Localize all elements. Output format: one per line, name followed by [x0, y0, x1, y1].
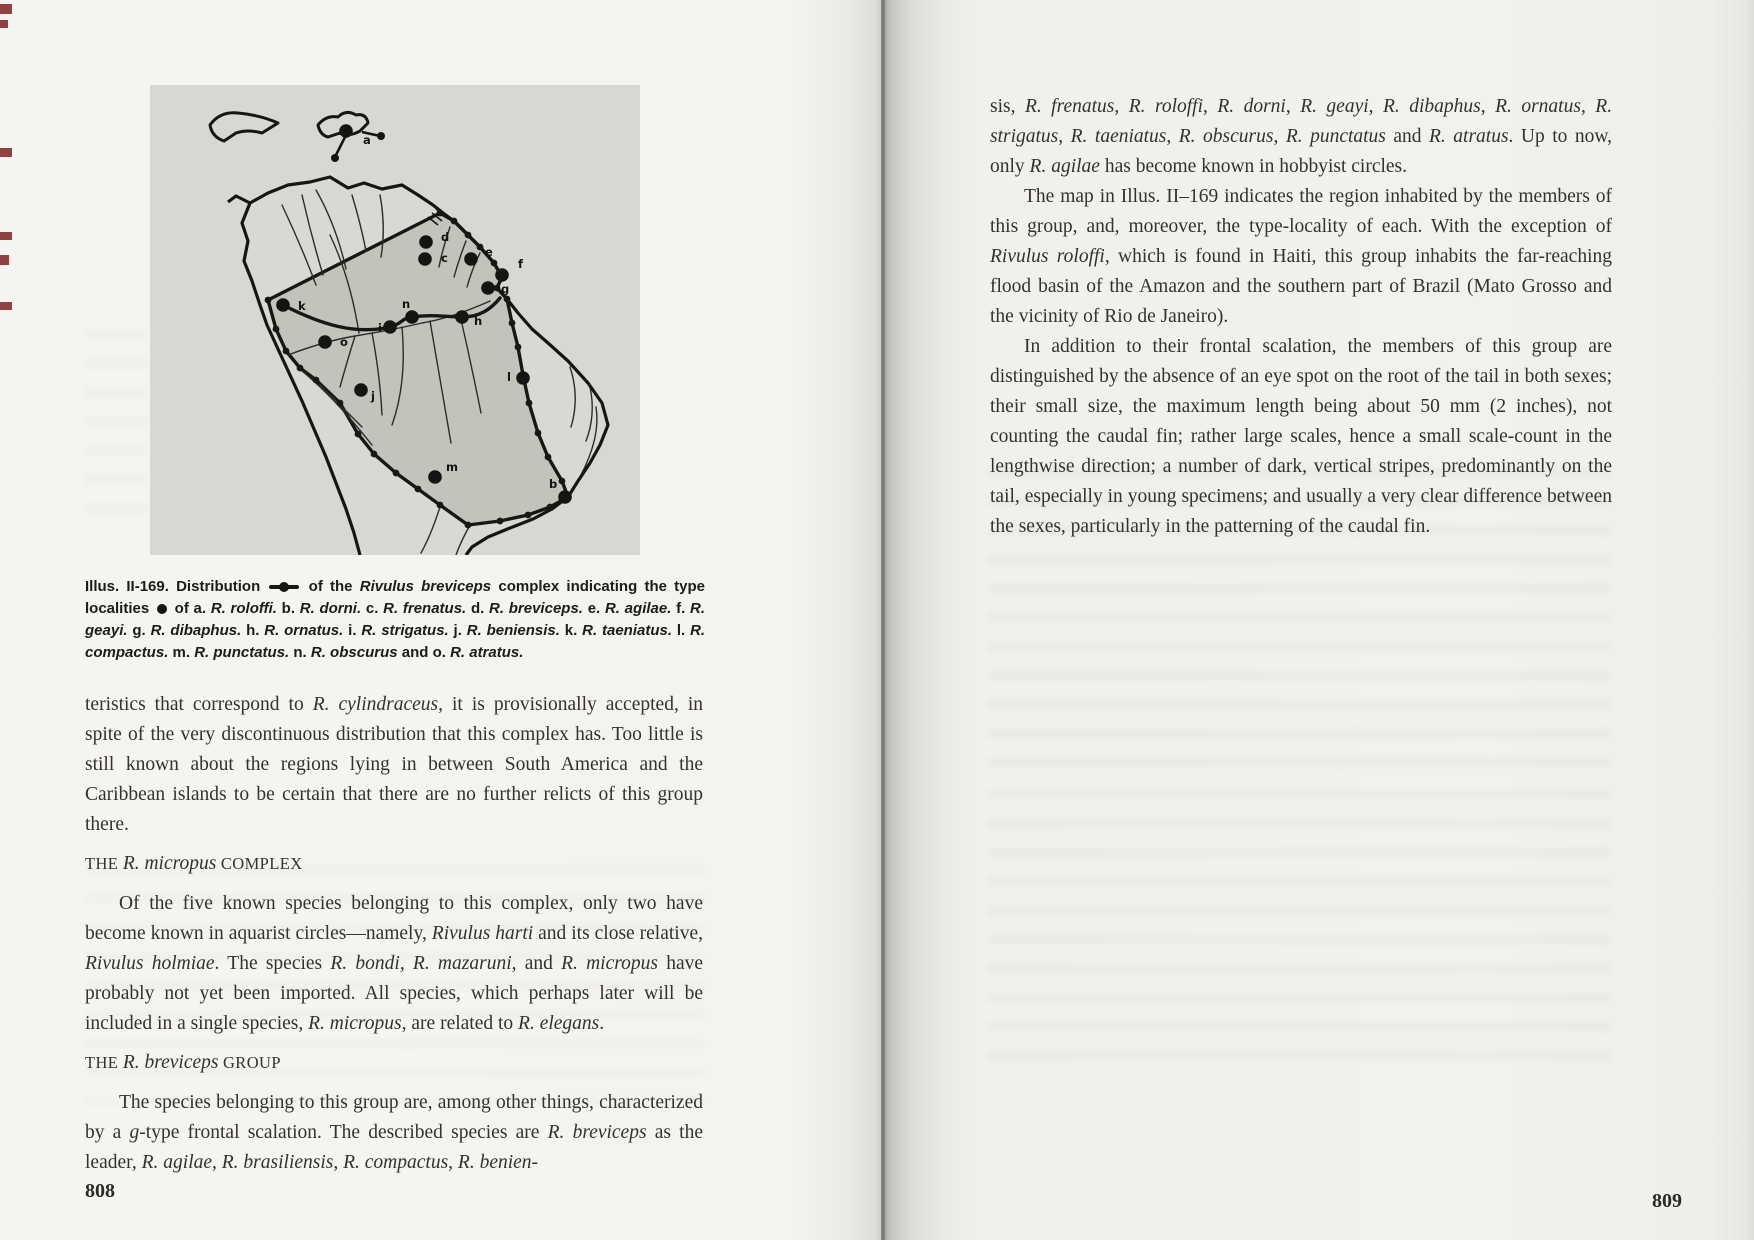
text-segment: R. obscurus	[310, 644, 398, 661]
show-through-text	[85, 865, 703, 1105]
type-locality-label-j: j	[371, 389, 375, 403]
text-segment: .	[599, 1013, 605, 1034]
boundary-dot	[437, 210, 444, 217]
text-segment: and o.	[397, 644, 451, 661]
text-segment: m.	[168, 644, 195, 661]
text-segment: In addition to their frontal scalation, the members of this group are distinguished by the absence of an eye spot on the root of the tail in both sexes; their small size, the maximum length being about 50 mm (2 inches), not counting the caudal fin; rather large scales, hence a small scale-count in the lengthwise direction; a number of dark, vertical stripes, predominantly on the tail, especially in young specimens; and usually a very clear difference between the sexes, particularly in the patterning of the caudal fin.	[990, 336, 1612, 537]
boundary-dot	[355, 431, 362, 438]
show-through-text	[988, 790, 1610, 1075]
text-segment: as the leader,	[85, 1122, 703, 1173]
text-segment: and its close relative,	[533, 923, 703, 944]
text-segment: Of the five known species belonging to this complex, only two have become known in aquarist circles—namely,	[85, 893, 703, 944]
type-locality-label-i: i	[378, 321, 382, 335]
boundary-dot	[504, 296, 511, 303]
boundary-dot	[273, 326, 280, 333]
type-locality-label-m: m	[446, 460, 458, 474]
text-segment: R. elegans	[518, 1013, 600, 1034]
text-segment: Rivulus roloffi	[990, 246, 1105, 267]
text-segment: Rivulus holmiae	[85, 953, 215, 974]
type-locality-label-k: k	[298, 299, 306, 313]
text-segment: e.	[582, 600, 605, 617]
boundary-dot	[547, 504, 554, 511]
text-segment: R. geayi.	[85, 600, 706, 639]
boundary-dot	[371, 451, 378, 458]
text-segment: R. agilae	[1029, 156, 1100, 177]
text-segment: THE	[85, 1053, 123, 1072]
boundary-dot	[437, 502, 444, 509]
text-segment: has become known in hobbyist circles.	[1099, 156, 1408, 177]
type-locality-label-d: d	[441, 230, 450, 244]
text-segment: i.	[343, 622, 362, 639]
text-segment: ,	[1058, 126, 1071, 147]
boundary-dot	[509, 320, 516, 327]
page-number-right: 809	[1652, 1190, 1682, 1212]
text-segment: j.	[448, 622, 467, 639]
boundary-dot	[465, 232, 472, 239]
type-locality-label-b: b	[549, 477, 558, 491]
cover-edge-mark	[0, 148, 12, 157]
cover-edge-mark	[0, 20, 8, 28]
text-segment: Rivulus harti	[431, 923, 534, 944]
text-segment: l.	[672, 622, 691, 639]
type-locality-label-o: o	[340, 335, 348, 349]
text-segment: ,	[448, 1152, 458, 1173]
text-segment: R. breviceps	[122, 1052, 219, 1073]
text-segment: , which is found in Haiti, this group inhabits the far-reaching flood basin of the Amazon and the southern part of Brazil (Mato Grosso and the vicinity of Rio de Janeiro).	[990, 246, 1612, 327]
distribution-line-icon	[269, 585, 299, 589]
text-segment: R. taeniatus	[1070, 126, 1167, 147]
text-segment: R. strigatus.	[361, 622, 449, 639]
text-segment: R. strigatus	[990, 96, 1613, 147]
text-segment: R. agilae	[141, 1152, 213, 1173]
boundary-dot	[283, 348, 290, 355]
boundary-dot	[393, 470, 400, 477]
text-segment: R. frenatus.	[383, 600, 467, 617]
text-segment: Illus. II-169. Distribution	[85, 578, 268, 595]
type-locality-label-n: n	[402, 297, 411, 311]
text-segment: ,	[1480, 96, 1496, 117]
cover-edge-mark	[0, 4, 12, 14]
text-segment: R. punctatus	[1285, 126, 1386, 147]
type-locality-dot-d	[419, 235, 433, 249]
text-segment: k.	[559, 622, 583, 639]
text-segment: R. beniensis.	[466, 622, 560, 639]
text-segment: c.	[361, 600, 384, 617]
text-segment: R. compactus	[343, 1152, 449, 1173]
type-locality-dot-h	[455, 310, 469, 324]
text-segment: R. taeniatus.	[582, 622, 673, 639]
text-segment: complex indicating the type localities	[85, 578, 705, 617]
figure-map-box	[150, 85, 640, 555]
text-segment: R. cylindraceus	[312, 694, 439, 715]
type-locality-label-e: e	[485, 245, 493, 259]
text-segment: R. roloffi	[1128, 96, 1203, 117]
text-segment: R. obscurus	[1178, 126, 1274, 147]
type-locality-label-h: h	[474, 314, 483, 328]
text-segment: Rivulus breviceps	[359, 578, 492, 595]
text-segment: d.	[466, 600, 490, 617]
type-locality-dot-l	[516, 371, 530, 385]
text-segment: ,	[212, 1152, 222, 1173]
text-segment: R. bondi	[330, 953, 400, 974]
text-segment: R. agilae.	[604, 600, 672, 617]
text-segment: R. atratus.	[450, 644, 524, 661]
text-segment: n.	[289, 644, 311, 661]
text-segment: ,	[333, 1152, 344, 1173]
text-segment: THE	[85, 854, 123, 873]
text-segment: R. punctatus.	[194, 644, 290, 661]
text-segment: R. dorni	[1217, 96, 1286, 117]
text-segment: R. dibaphus	[1383, 96, 1481, 117]
text-segment: of a.	[169, 600, 211, 617]
type-locality-dot-j	[354, 383, 368, 397]
distribution-map-illustration	[150, 85, 640, 555]
type-locality-label-a: a	[363, 133, 371, 147]
type-locality-dot-g	[481, 281, 495, 295]
text-segment: The species belonging to this group are, among other things, characterized by a	[85, 1092, 703, 1143]
text-segment: . Up to now, only	[990, 126, 1613, 177]
boundary-dot	[526, 400, 533, 407]
type-locality-dot-i	[383, 320, 397, 334]
text-segment: ,	[1273, 126, 1286, 147]
text-segment: R. benien-	[457, 1152, 539, 1173]
text-segment: g	[129, 1122, 140, 1143]
boundary-dot	[313, 377, 320, 384]
boundary-dot	[515, 344, 522, 351]
text-segment: ,	[1285, 96, 1301, 117]
text-segment: R. geayi	[1300, 96, 1369, 117]
show-through-text	[988, 468, 1610, 768]
paragraph	[990, 182, 1612, 332]
type-locality-dot-k	[276, 298, 290, 312]
text-segment: sis,	[990, 96, 1025, 117]
text-segment: R. ornatus.	[264, 622, 344, 639]
text-segment: ,	[1368, 96, 1383, 117]
paragraph	[990, 92, 1612, 182]
type-locality-dot-m	[428, 470, 442, 484]
book-spine	[881, 0, 886, 1240]
text-segment: COMPLEX	[216, 854, 303, 873]
page-number-left: 808	[85, 1180, 115, 1202]
text-segment: . The species	[214, 953, 331, 974]
type-locality-label-f: f	[518, 257, 524, 271]
text-segment: and	[1385, 126, 1430, 147]
text-segment: R. mazaruni	[412, 953, 512, 974]
text-segment: h.	[241, 622, 265, 639]
text-segment: R. dorni.	[299, 600, 362, 617]
text-segment: teristics that correspond to	[85, 694, 313, 715]
text-segment: b.	[276, 600, 300, 617]
text-segment: -type frontal scalation. The described species are	[139, 1122, 548, 1143]
type-locality-label-l: l	[507, 370, 511, 384]
text-segment: R. roloffi.	[210, 600, 277, 617]
show-through-text	[85, 330, 147, 530]
text-segment: g.	[127, 622, 151, 639]
text-segment: R. micropus	[308, 1013, 402, 1034]
text-segment: , and	[511, 953, 562, 974]
text-segment: of the	[301, 578, 360, 595]
cuba-outline	[210, 113, 278, 141]
cover-edge-mark	[0, 302, 12, 310]
text-segment: R. frenatus	[1024, 96, 1115, 117]
type-locality-dot-b	[558, 490, 572, 504]
text-segment: have probably not yet been imported. All species, which perhaps later will be included in a single species,	[85, 953, 704, 1034]
type-locality-label-g: g	[501, 282, 510, 296]
locality-dot-icon	[157, 604, 167, 614]
text-segment: R. micropus	[122, 853, 217, 874]
boundary-dot	[491, 260, 498, 267]
jamaica-dot	[331, 154, 339, 162]
text-segment: ,	[1166, 126, 1179, 147]
text-segment: ,	[1114, 96, 1129, 117]
type-locality-dot-o	[318, 335, 332, 349]
type-locality-dot-c	[418, 252, 432, 266]
boundary-dot	[525, 512, 532, 519]
text-segment: , it is provisionally accepted, in spite of the very discontinuous distribution that this complex has. Too little is still known about the regions lying in between South America and the Caribbean islands to be certain that there are no further relicts of this group there.	[85, 694, 703, 835]
text-segment: The map in Illus. II–169 indicates the region inhabited by the members of this group, and, moreover, the type-locality of each. With the exception of	[990, 186, 1612, 237]
text-segment: ,	[399, 953, 413, 974]
right-page	[884, 0, 1754, 1240]
boundary-dot	[477, 244, 484, 251]
text-segment: R. breviceps	[547, 1122, 647, 1143]
text-segment: , are related to	[401, 1013, 519, 1034]
text-segment: R. breviceps.	[489, 600, 583, 617]
boundary-dot	[497, 518, 504, 525]
boundary-dot	[297, 365, 304, 372]
type-locality-dot-f	[495, 268, 509, 282]
boundary-dot	[545, 454, 552, 461]
text-segment: R. dibaphus.	[150, 622, 242, 639]
paragraph	[85, 690, 703, 840]
text-segment: ,	[1580, 96, 1596, 117]
text-segment: R. atratus	[1429, 126, 1509, 147]
type-locality-dot-n	[405, 310, 419, 324]
cover-edge-mark	[0, 232, 12, 240]
puerto-rico-dot	[377, 132, 385, 140]
boundary-dot	[337, 400, 344, 407]
type-locality-dot-a	[339, 124, 353, 138]
boundary-dot	[559, 478, 566, 485]
text-segment: R. ornatus	[1495, 96, 1581, 117]
boundary-dot	[265, 297, 272, 304]
text-segment: R. brasiliensis	[221, 1152, 334, 1173]
text-segment: f.	[671, 600, 691, 617]
caribbean-islands	[210, 112, 380, 157]
type-locality-label-c: c	[441, 251, 448, 265]
cover-edge-mark	[0, 255, 9, 265]
text-segment: GROUP	[218, 1053, 281, 1072]
boundary-dot	[451, 218, 458, 225]
type-locality-dot-e	[464, 252, 478, 266]
boundary-dot	[535, 430, 542, 437]
text-segment: ,	[1203, 96, 1218, 117]
figure-caption	[85, 576, 705, 664]
text-segment: R. compactus.	[85, 622, 706, 661]
boundary-dot	[415, 486, 422, 493]
boundary-dot	[465, 522, 472, 529]
text-segment: R. micropus	[561, 953, 658, 974]
